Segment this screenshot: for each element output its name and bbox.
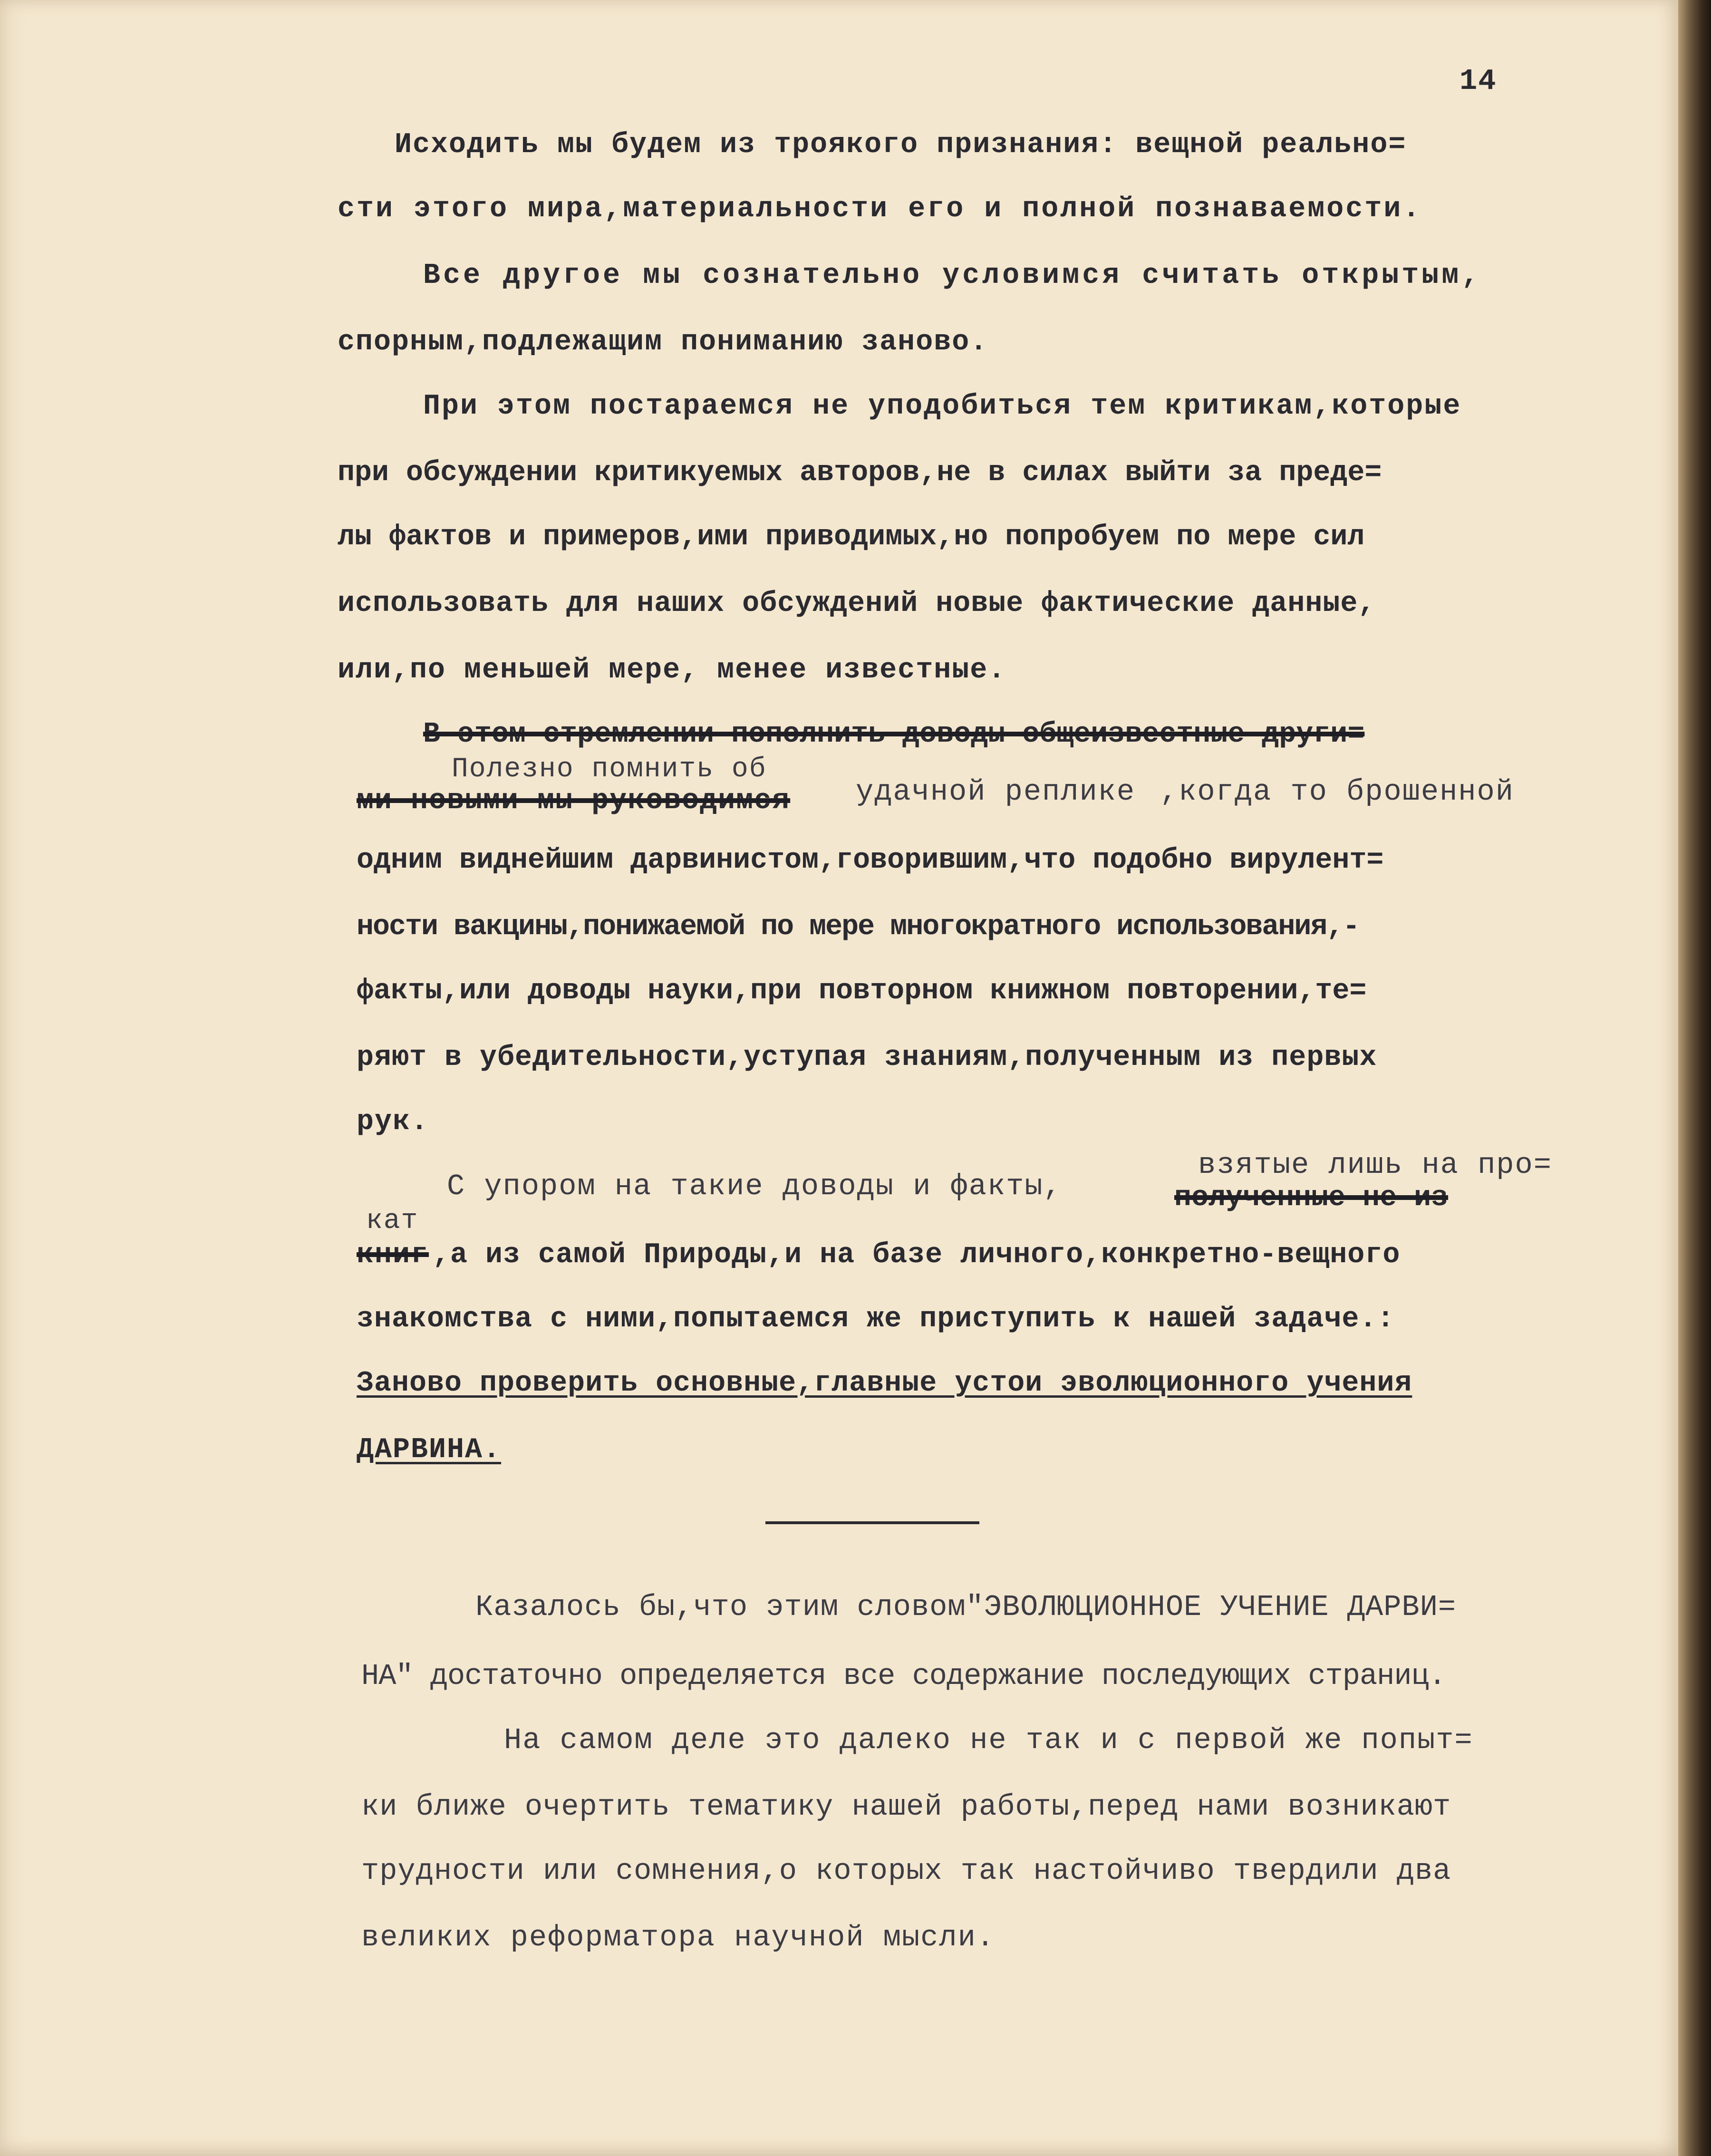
text-line: ,когда то брошенной xyxy=(1160,775,1514,809)
underlined-line: ДАРВИНА. xyxy=(357,1434,502,1466)
inserted-text: Полезно помнить об xyxy=(452,754,767,785)
text-line: рук. xyxy=(357,1106,429,1138)
struck-line: В этом стремлении пополнить доводы общеизвестные други= xyxy=(423,718,1365,751)
text-line: или,по меньшей мере, менее известные. xyxy=(338,654,1006,686)
text-line: Все другое мы сознательно условимся считать открытым, xyxy=(423,260,1482,292)
text-line: удачной реплике xyxy=(856,775,1136,809)
text-line: На самом деле это далеко не так и с первой же попыт= xyxy=(504,1723,1473,1757)
text-line: знакомства с ними,попытаемся же приступить к нашей задаче.: xyxy=(357,1303,1395,1335)
text-line: при обсуждении критикуемых авторов,не в силах выйти за преде= xyxy=(338,457,1382,489)
text-line: ряют в убедительности,уступая знаниям,полученным из первых xyxy=(357,1042,1377,1074)
inserted-text: взятые лишь на про= xyxy=(1198,1148,1552,1182)
text-line: НА" достаточно определяется все содержание последующих страниц. xyxy=(361,1659,1446,1693)
underlined-line: Заново проверить основные,главные устои эволюционного учения xyxy=(357,1367,1412,1400)
text-line: Казалось бы,что этим словом"ЭВОЛЮЦИОННОЕ УЧЕНИЕ ДАРВИ= xyxy=(475,1590,1457,1624)
text-line: ности вакцины,понижаемой по мере многократного использования,- xyxy=(357,911,1359,943)
struck-text: ми новыми мы руководимся xyxy=(357,785,791,817)
text-line: трудности или сомнения,о которых так настойчиво твердили два xyxy=(361,1854,1451,1888)
text-line: ,а из самой Природы,и на базе личного,конкретно-вещного xyxy=(433,1239,1401,1271)
section-divider xyxy=(765,1521,979,1524)
text-line: сти этого мира,материальности его и полной познаваемости. xyxy=(338,193,1422,225)
text-line: великих реформатора научной мысли. xyxy=(361,1921,996,1954)
text-line: При этом постараемся не уподобиться тем критикам,которые xyxy=(423,390,1462,423)
text-line: ки ближе очертить тематику нашей работы,перед нами возникают xyxy=(361,1790,1451,1824)
text-line: факты,или доводы науки,при повторном книжном повторении,те= xyxy=(357,975,1367,1007)
inserted-text: кат xyxy=(366,1206,419,1237)
text-line: лы фактов и примеров,ими приводимых,но попробуем по мере сил xyxy=(338,521,1365,553)
page-number: 14 xyxy=(1460,64,1497,98)
text-line: С упором на такие доводы и факты, xyxy=(447,1170,1062,1203)
struck-text: книг xyxy=(357,1239,429,1271)
text-line: использовать для наших обсуждений новые фактические данные, xyxy=(338,588,1376,620)
text-line: спорным,подлежащим пониманию заново. xyxy=(338,326,988,358)
page-binding-edge xyxy=(1678,0,1711,2156)
text-line: Исходить мы будем из троякого признания: вещной реально= xyxy=(395,129,1407,161)
text-line: одним виднейшим дарвинистом,говорившим,что подобно вирулент= xyxy=(357,844,1384,877)
struck-text: полученные не из xyxy=(1174,1182,1449,1214)
